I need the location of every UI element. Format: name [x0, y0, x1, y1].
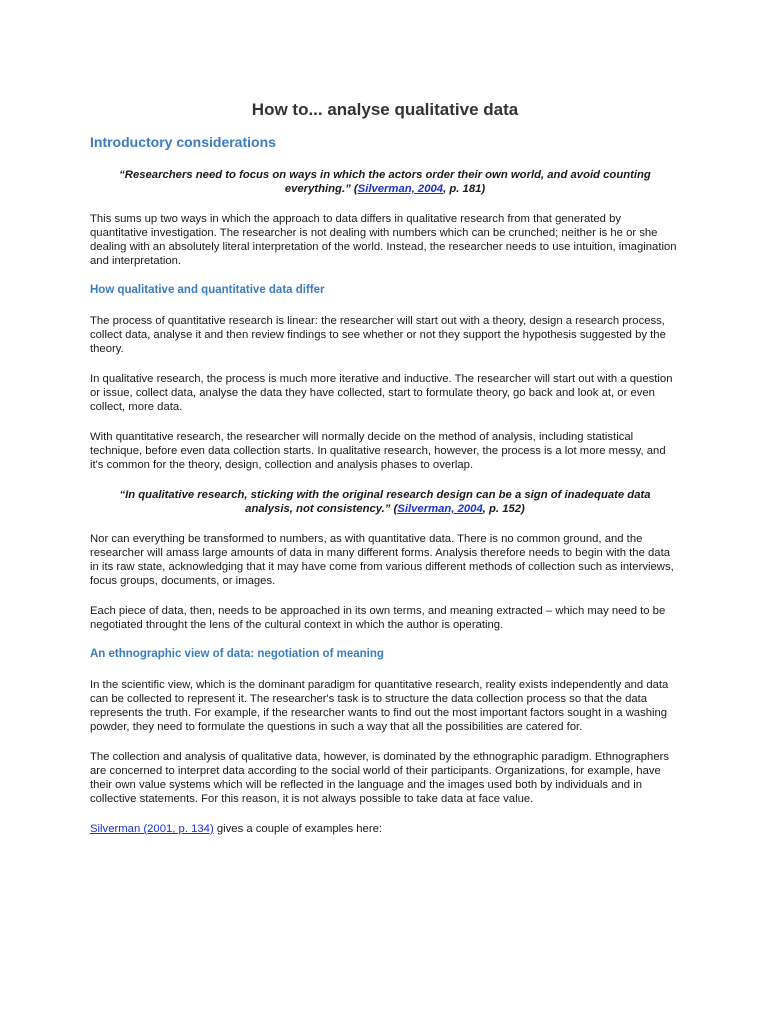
paragraph-raw-data: Nor can everything be transformed to numbers, as with quantitative data. There is no common ground, and the researcher will amass large amounts of data in many different forms. Analysis therefore needs to begin with the data in its raw state, acknowledging that it may have come from various different methods of collection such as interviews, focus groups, documents, or images.	[90, 533, 674, 587]
section-heading-ethnographic: An ethnographic view of data: negotiation of meaning	[90, 648, 384, 660]
paragraph-analysis-method: With quantitative research, the researcher will normally decide on the method of analysis, including statistical technique, before even data collection starts. In qualitative research, however, the process is a lot more messy, and it's common for the theory, design, collection and analysis phases to overlap.	[90, 431, 666, 471]
quote-silverman-152	[90, 488, 680, 516]
quote-text: “In qualitative research, sticking with the original research design can be a sign of inadequate data analysis, not consistency.” (	[119, 489, 651, 515]
paragraph-silverman-examples	[90, 822, 680, 836]
quote-silverman-181	[90, 168, 680, 196]
citation-link-silverman-2004[interactable]: Silverman, 2004	[397, 503, 483, 515]
quote-page-ref: , p. 152)	[482, 503, 525, 515]
document-body	[90, 100, 680, 852]
paragraph-text: gives a couple of examples here:	[213, 823, 382, 835]
paragraph-ethnographic-paradigm: The collection and analysis of qualitative data, however, is dominated by the ethnographic paradigm. Ethnographers are concerned to interpret data according to the social world of their participants. Organizations, for example, have their own value systems which will be reflected in the language and the images used both by individuals and in collective statements. For this reason, it is not always possible to take data at face value.	[90, 751, 670, 805]
section-heading-data-differ: How qualitative and quantitative data differ	[90, 284, 325, 296]
quote-page-ref: , p. 181)	[443, 183, 486, 195]
paragraph-qualitative-iterative: In qualitative research, the process is much more iterative and inductive. The researcher will start out with a question or issue, collect data, analyse the data they have collected, start to formulate theory, go back and look at, or even collect, more data.	[90, 373, 673, 413]
citation-link-silverman-2004[interactable]: Silverman, 2004	[357, 183, 444, 195]
paragraph-intro: This sums up two ways in which the approach to data differs in qualitative research from that generated by quantitative investigation. The researcher is not dealing with numbers which can be crunched; neither is he or she dealing with an absolutely literal interpretation of the world. Instead, the researcher needs to use intuition, imagination and interpretation.	[90, 213, 677, 267]
page-title: How to... analyse qualitative data	[251, 100, 519, 119]
citation-link-silverman-2001[interactable]: Silverman (2001, p. 134)	[90, 823, 214, 835]
paragraph-quantitative-linear: The process of quantitative research is linear: the researcher will start out with a theory, design a research process, collect data, analyse it and then review findings to see whether or not they support the hypothesis suggested by the theory.	[90, 315, 666, 355]
section-heading-introductory: Introductory considerations	[90, 134, 276, 150]
paragraph-scientific-view: In the scientific view, which is the dominant paradigm for quantitative research, reality exists independently and data can be collected to represent it. The researcher's task is to structure the data collection process so that the data represents the truth. For example, if the researcher wants to find out the most important factors sought in a washing powder, they need to formulate the questions in such a way that all the possibilities are catered for.	[90, 679, 669, 733]
paragraph-meaning-extracted: Each piece of data, then, needs to be approached in its own terms, and meaning extracted – which may need to be negotiated throught the lens of the cultural context in which the author is operating.	[90, 605, 666, 631]
quote-text: “Researchers need to focus on ways in which the actors order their own world, and avoid counting everything.” (	[119, 169, 651, 195]
